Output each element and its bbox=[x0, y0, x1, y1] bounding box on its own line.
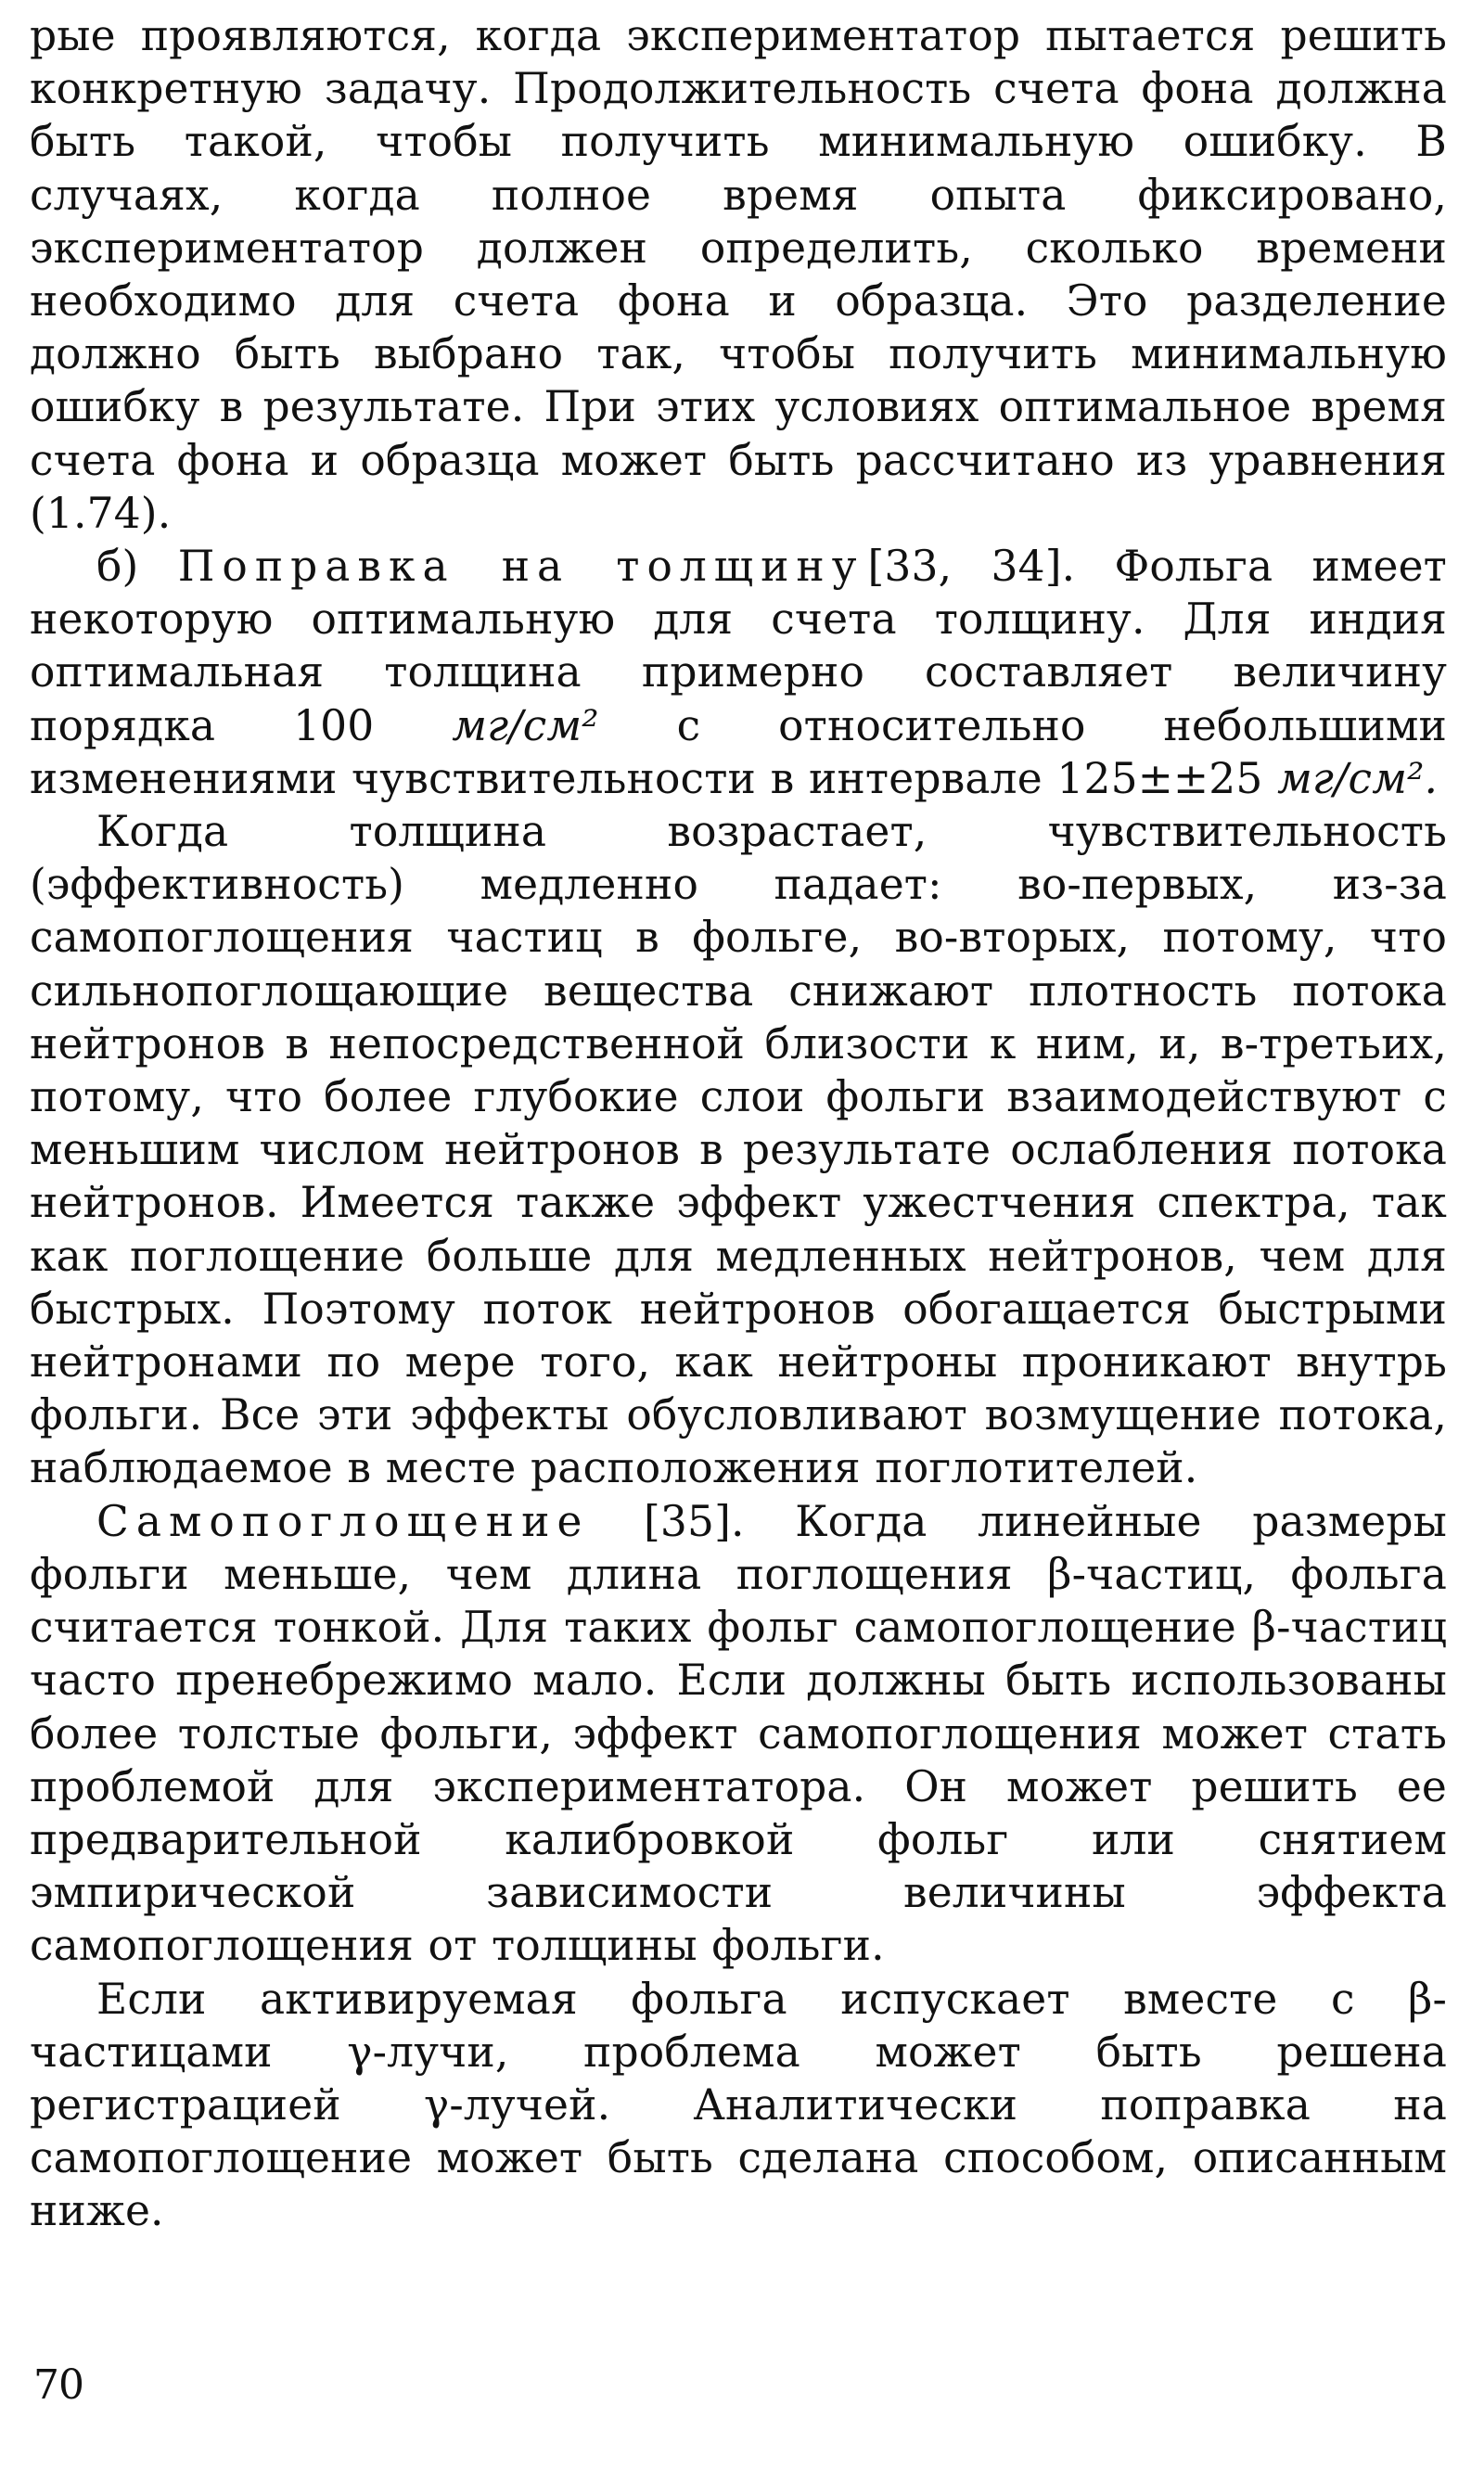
page-number: 70 bbox=[33, 2361, 83, 2409]
paragraph-gamma-registration: Если активируемая фольга испускает вместе с β-частицами γ-лучи, проблема может быть решена регистрацией γ-лучей. Аналитически поправка на самопоглощение может быть сделана способом, описанным ниже. bbox=[30, 1974, 1447, 2236]
unit-mg-cm2-a: мг/см² bbox=[452, 700, 599, 750]
paragraph-background-counting: рые проявляются, когда экспериментатор пытается решить конкретную задачу. Продолжительность счета фона должна быть такой, чтобы получить минимальную ошибку. В случаях, когда полное время опыта фиксировано, экспериментатор должен определить, сколько времени необходимо для счета фона и образца. Это разделение должно быть выбрано так, чтобы получить минимальную ошибку в результате. При этих условиях оптимальное время счета фона и образца может быть рассчитано из уравнения (1.74). bbox=[30, 11, 1447, 538]
section-title-self-absorption: Самопоглощение bbox=[96, 1496, 590, 1546]
page-body bbox=[30, 9, 1447, 2238]
paragraph-sensitivity: Когда толщина возрастает, чувствительность (эффективность) медленно падает: во-первых, из-за самопоглощения частиц в фольге, во-вторых, потому, что сильнопоглощающие вещества снижают плотность потока нейтронов в непосредственной близости к ним, и, в-третьих, потому, что более глубокие слои фольги взаимодействуют с меньшим числом нейтронов в результате ослабления потока нейтронов. Имеется также эффект ужестчения спектра, так как поглощение больше для медленных нейтронов, чем для быстрых. Поэтому поток нейтронов обогащается быстрыми нейтронами по мере того, как нейтроны проникают внутрь фольги. Все эти эффекты обусловливают возмущение потока, наблюдаемое в месте расположения поглотителей. bbox=[30, 807, 1447, 1493]
self-absorption-text: [35]. Когда линейные размеры фольги меньше, чем длина поглощения β-частиц, фольга считается тонкой. Для таких фольг самопоглощение β-частиц часто пренебрежимо мало. Если должны быть использованы более толстые фольги, эффект самопоглощения может стать проблемой для экспериментатора. Он может решить ее предварительной калибровкой фольг или снятием эмпирической зависимости величины эффекта самопоглощения от толщины фольги. bbox=[30, 1496, 1447, 1971]
paragraph-thickness-correction bbox=[30, 540, 1447, 805]
section-title-thickness-correction: Поправка на толщину bbox=[177, 542, 864, 592]
thickness-text-a: [33, 34]. Фольга имеет некоторую оптимальную для счета толщину. Для индия оптимальная толщина примерно составляет величину порядка 100 bbox=[30, 542, 1447, 750]
item-marker: б) bbox=[96, 542, 139, 592]
unit-mg-cm2-b: мг/см². bbox=[1277, 753, 1439, 803]
thickness-text-b: с относительно небольшими изменениями чувствительности в интервале 125±±25 bbox=[30, 700, 1447, 803]
paragraph-self-absorption bbox=[30, 1495, 1447, 1973]
